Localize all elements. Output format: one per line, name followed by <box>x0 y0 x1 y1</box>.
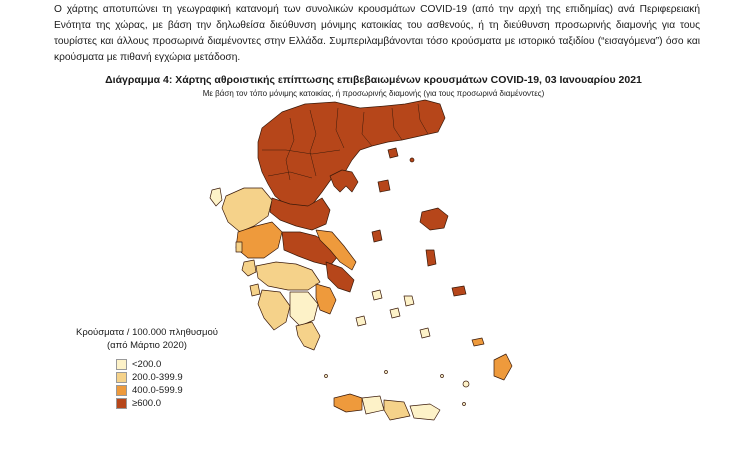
region-skyros <box>372 230 382 242</box>
region-crete-lasithi <box>410 404 440 420</box>
legend-swatch <box>116 398 127 409</box>
region-crete-rethymno <box>362 396 384 414</box>
legend-item <box>116 397 218 409</box>
legend-item <box>116 358 218 370</box>
legend-swatch <box>116 359 127 370</box>
region-kefalonia <box>242 260 256 276</box>
islet-2 <box>325 375 328 378</box>
region-laconia <box>296 322 320 350</box>
region-thasos <box>388 148 398 158</box>
islet-4 <box>463 403 466 406</box>
legend-title <box>76 326 218 352</box>
region-crete-chania <box>334 394 362 412</box>
intro-text: Ο χάρτης αποτυπώνει τη γεωγραφική κατανομή των συνολικών κρουσμάτων COVID-19 (από την αρχή της επιδημίας) ανά Περιφερειακή Ενότητα της χώρας, με βάση την δηλωθείσα διεύθυνση μόνιμης κατοικίας του ασθενούς, ή τη διεύθυνση προσωρινής διαμονής για τους τουρίστες και άλλους προσωρινά διαμένοντες στην Ελλάδα. Συμπεριλαμβάνονται τόσο κρούσματα με ιστορικό ταξιδίου (“εισαγόμενα”) όσο και κρούσματα με πιθανή εγχώρια μετάδοση. <box>54 4 700 63</box>
islet-5 <box>441 375 444 378</box>
region-peloponnese-east <box>316 284 336 314</box>
legend-swatch <box>116 372 127 383</box>
region-samos <box>452 286 466 296</box>
map-subtitle: Με βάση τον τόπο μόνιμης κατοικίας, ή προσωρινής διαμονής (για τους προσωρινά διαμένοντες) <box>202 89 545 98</box>
legend-items <box>116 358 218 409</box>
region-cyclades-2 <box>390 308 400 318</box>
islet-6 <box>385 371 388 374</box>
region-crete-heraklion <box>384 400 410 420</box>
region-peloponnese-north <box>256 262 320 290</box>
region-lesvos <box>420 208 448 230</box>
legend-label: ≥600.0 <box>132 397 161 409</box>
region-chios <box>426 250 436 266</box>
region-cyclades-1 <box>372 290 382 300</box>
legend-label: 400.0-599.9 <box>132 384 183 396</box>
legend-title-line1: Κρούσματα / 100.000 πληθυσμού <box>76 327 218 338</box>
map-title: Διάγραμμα 4: Χάρτης αθροιστικής επίπτωσης επιβεβαιωμένων κρουσμάτων COVID-19, 03 Ιανουαρίου 2021 <box>105 74 642 86</box>
region-zakynthos <box>250 284 260 296</box>
islet-1 <box>410 158 414 162</box>
legend-title-line2: (από Μάρτιο 2020) <box>107 340 187 351</box>
region-cyclades-4 <box>356 316 366 326</box>
region-rhodes <box>494 354 512 380</box>
legend-label: <200.0 <box>132 358 162 370</box>
region-peloponnese-central <box>290 292 318 326</box>
legend-item <box>116 384 218 396</box>
map-legend <box>76 326 218 410</box>
region-lefkada <box>236 242 242 252</box>
region-limnos <box>378 180 390 192</box>
region-kos <box>472 338 484 346</box>
region-macedonia-thrace <box>258 100 445 210</box>
legend-item <box>116 371 218 383</box>
islet-3 <box>463 381 469 387</box>
region-cyclades-5 <box>420 328 430 338</box>
legend-label: 200.0-399.9 <box>132 371 183 383</box>
region-corfu <box>210 188 222 206</box>
legend-swatch <box>116 385 127 396</box>
region-peloponnese-west <box>258 290 290 330</box>
region-cyclades-3 <box>404 296 414 306</box>
